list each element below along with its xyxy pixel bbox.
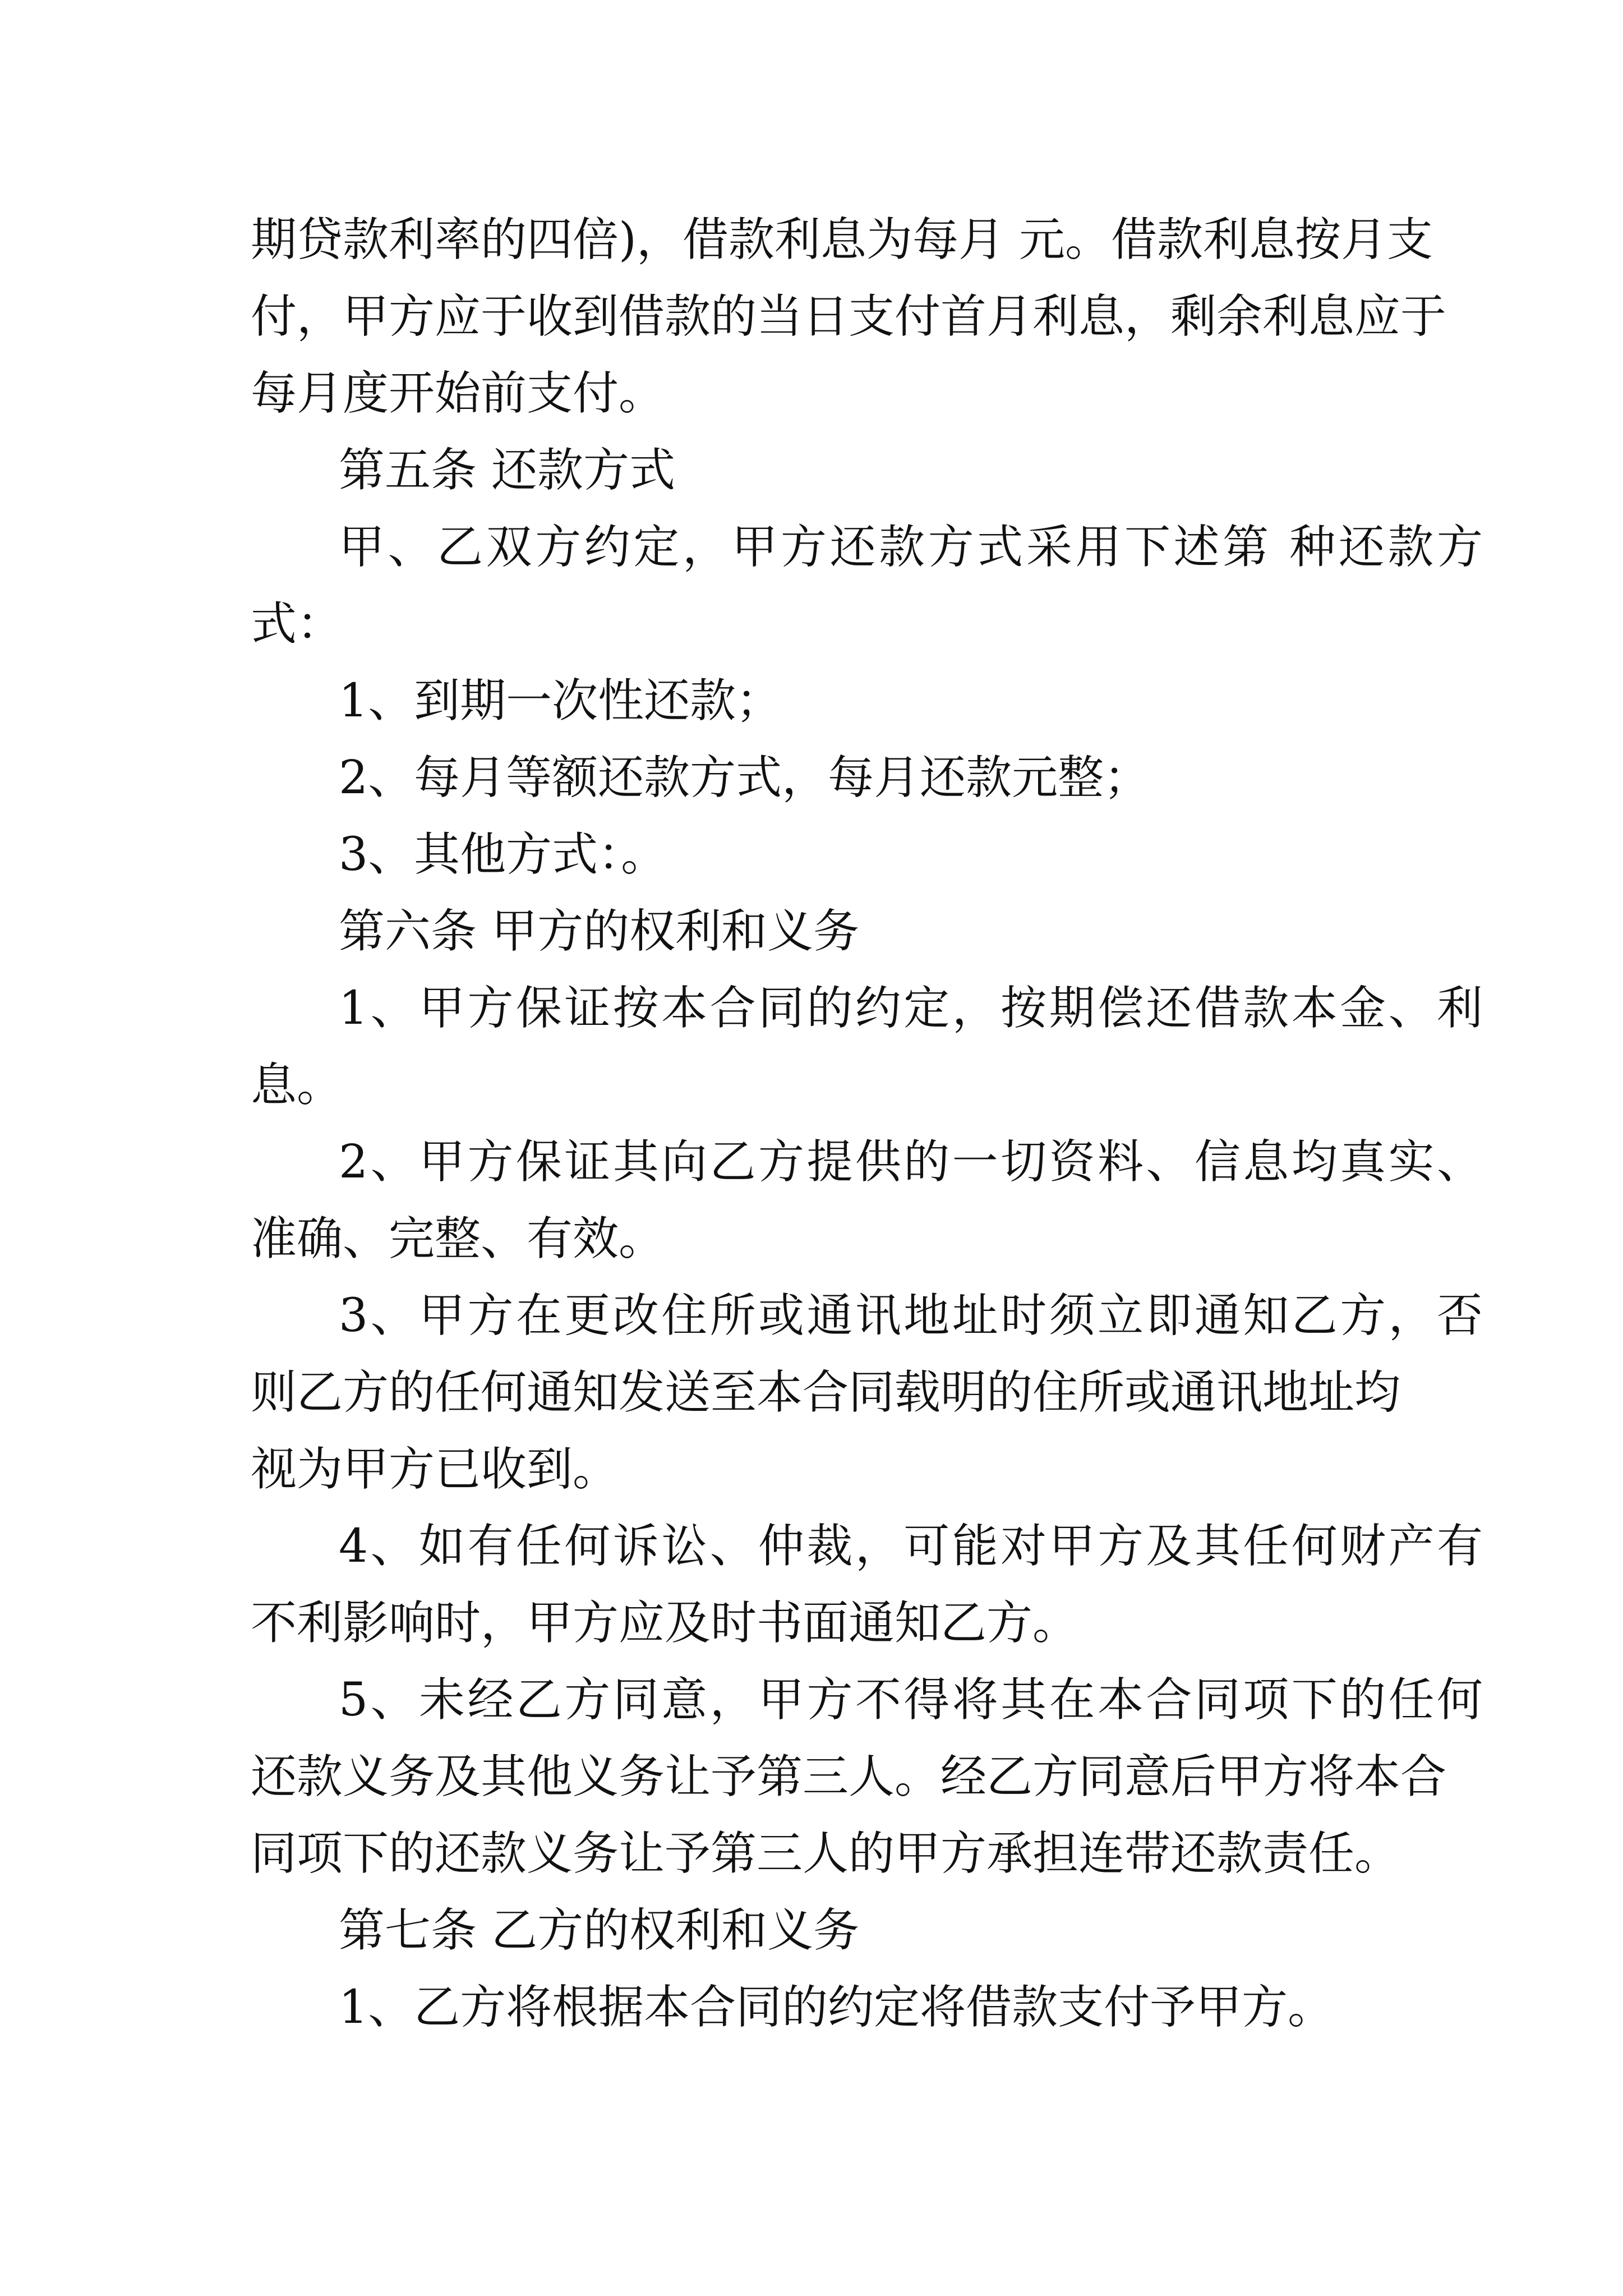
- text-line: 付，甲方应于收到借款的当日支付首月利息，剩余利息应于: [251, 290, 1447, 343]
- section-heading: 第六条 甲方的权利和义务: [339, 905, 860, 958]
- list-item: 3、甲方在更改住所或通讯地址时须立即通知乙方，否: [339, 1289, 1483, 1342]
- text-line: 式：: [251, 597, 343, 651]
- text-line: 每月度开始前支付。: [251, 367, 665, 420]
- list-item: 2、每月等额还款方式，每月还款元整；: [339, 751, 1150, 804]
- section-heading: 第五条 还款方式: [339, 444, 676, 497]
- text-line: 则乙方的任何通知发送至本合同载明的住所或通讯地址均: [251, 1366, 1401, 1419]
- text-line: 还款义务及其他义务让予第三人。经乙方同意后甲方将本合: [251, 1750, 1447, 1803]
- list-item: 2、甲方保证其向乙方提供的一切资料、信息均真实、: [339, 1135, 1483, 1189]
- list-item: 1、到期一次性还款；: [339, 674, 782, 728]
- list-item: 5、未经乙方同意，甲方不得将其在本合同项下的任何: [339, 1673, 1483, 1727]
- text-line: 息。: [251, 1059, 343, 1112]
- list-item: 1、乙方将根据本合同的约定将借款支付予甲方。: [339, 1981, 1334, 2034]
- text-line: 不利影响时，甲方应及时书面通知乙方。: [251, 1596, 1079, 1650]
- text-line: 同项下的还款义务让予第三人的甲方承担连带还款责任。: [251, 1827, 1401, 1880]
- text-line: 准确、完整、有效。: [251, 1212, 665, 1266]
- text-line: 甲、乙双方约定，甲方还款方式采用下述第 种还款方: [339, 521, 1483, 574]
- section-heading: 第七条 乙方的权利和义务: [339, 1904, 860, 1957]
- list-item: 3、其他方式：。: [339, 828, 667, 881]
- text-line: 视为甲方已收到。: [251, 1443, 619, 1496]
- list-item: 1、甲方保证按本合同的约定，按期偿还借款本金、利: [339, 982, 1483, 1035]
- list-item: 4、如有任何诉讼、仲裁，可能对甲方及其任何财产有: [339, 1520, 1483, 1573]
- text-line: 期贷款利率的四倍)，借款利息为每月 元。借款利息按月支: [251, 213, 1433, 266]
